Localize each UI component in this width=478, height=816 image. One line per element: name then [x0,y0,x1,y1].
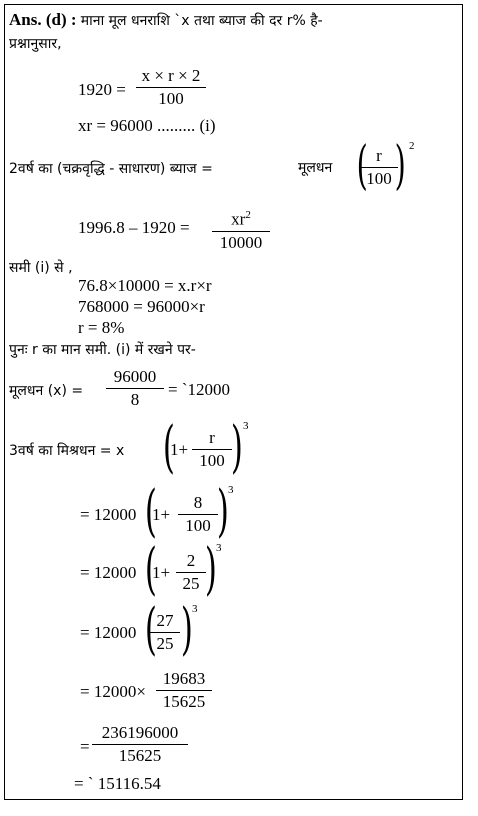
fraction-bar [106,388,164,389]
fraction-bar [360,167,398,168]
eq2-prefix-text: 2वर्ष का (चक्रवृद्धि - साधारण) ब्याज = [9,161,213,177]
e1-den: 100 [185,516,211,535]
e5-num: 236196000 [101,723,179,742]
left-paren: ( [144,479,157,544]
right-paren: ) [180,597,193,662]
e1-one-plus: 1+ [152,505,171,524]
eq5-num: 96000 [113,367,157,386]
e1-exp: 3 [228,484,234,496]
left-paren: ( [144,537,157,602]
right-paren: ) [204,537,217,602]
eq3-num-text: xr [231,209,246,229]
e2-fraction [176,551,206,594]
principal-lhs-text: मूलधन (x) = [9,383,84,399]
e3-den: 25 [156,634,174,653]
left-paren: ( [144,597,157,662]
eq4-l3: r = 8% [78,318,125,337]
eq3-num-exp: 2 [245,209,251,221]
intro-text: माना मूल धनराशि `x तथा ब्याज की दर r% है- [80,13,323,29]
eq3-num [212,205,270,230]
e4-fraction [156,669,212,712]
e1-num: 8 [193,493,203,512]
eq3-fraction [212,205,270,253]
fraction-bar [192,449,232,450]
e5-den: 15625 [118,746,162,765]
fraction-bar [156,690,212,691]
left-paren: ( [356,136,368,196]
e5-lhs: = [80,737,90,756]
eq6-fraction [192,428,232,471]
eq4-l1: 76.8×10000 = x.r×r [78,276,212,295]
fraction-bar [178,514,218,515]
eq4-l2: 768000 = 96000×r [78,297,205,316]
e4-num: 19683 [162,669,206,688]
eq6-prefix [9,440,124,461]
e2-den: 25 [182,574,200,593]
e1-lhs: = 12000 [80,505,137,524]
e2-one-plus: 1+ [152,563,171,582]
according-text: प्रश्नानुसार, [9,36,62,52]
eq6-den: 100 [199,451,225,470]
eq2-num: r [376,146,382,165]
solution-box [4,4,463,800]
e2-lhs: = 12000 [80,563,137,582]
fraction-bar [176,572,206,573]
e4-den: 15625 [162,692,206,711]
left-paren: ( [162,415,175,480]
e3-num: 27 [156,611,174,630]
fraction-bar [150,632,180,633]
eq5-den: 8 [130,390,140,409]
e4-lhs: = 12000× [80,682,146,701]
e2-exp: 3 [216,542,222,554]
fraction-bar [136,87,206,88]
eq6-num: r [209,428,215,447]
eq2-den: 100 [366,169,392,188]
eq2-exp: 2 [409,140,415,152]
eq6-prefix-text: 3वर्ष का मिश्रधन = x [9,443,125,459]
e2-num: 2 [186,551,196,570]
eq1-fraction [136,66,206,109]
principal-lhs [9,380,83,401]
eq5-fraction [106,367,164,410]
eq1-num: x × r × 2 [141,66,201,85]
answer-line [9,10,323,31]
eq5-rhs: = `12000 [168,380,230,399]
e3-exp: 3 [192,603,198,615]
right-paren: ) [230,415,243,480]
final-answer: = ` 15116.54 [74,774,161,793]
e1-fraction [178,493,218,536]
e3-lhs: = 12000 [80,623,137,642]
e5-fraction [92,723,188,766]
fraction-bar [212,231,270,232]
eq6-exp: 3 [243,420,249,432]
right-paren: ) [394,136,406,196]
eq2-prefix [9,158,213,179]
fraction-bar [92,744,188,745]
right-paren: ) [216,479,229,544]
e3-fraction [150,611,180,654]
eq2-principal: मूलधन [298,160,333,176]
eq2-fraction [360,146,398,189]
eq3-den: 10000 [219,232,263,252]
answer-label: Ans. (d) : [9,10,77,29]
eq1-result: xr = 96000 ......... (i) [78,116,216,135]
eq1-den: 100 [158,89,184,108]
eq1-lhs: 1920 = [78,80,126,99]
eq-ref: समी (i) से , [9,260,73,276]
eq3-lhs: 1996.8 – 1920 = [78,218,190,237]
eq6-one-plus: 1+ [170,440,189,459]
again-text: पुनः r का मान समी. (i) में रखने पर- [9,342,196,358]
